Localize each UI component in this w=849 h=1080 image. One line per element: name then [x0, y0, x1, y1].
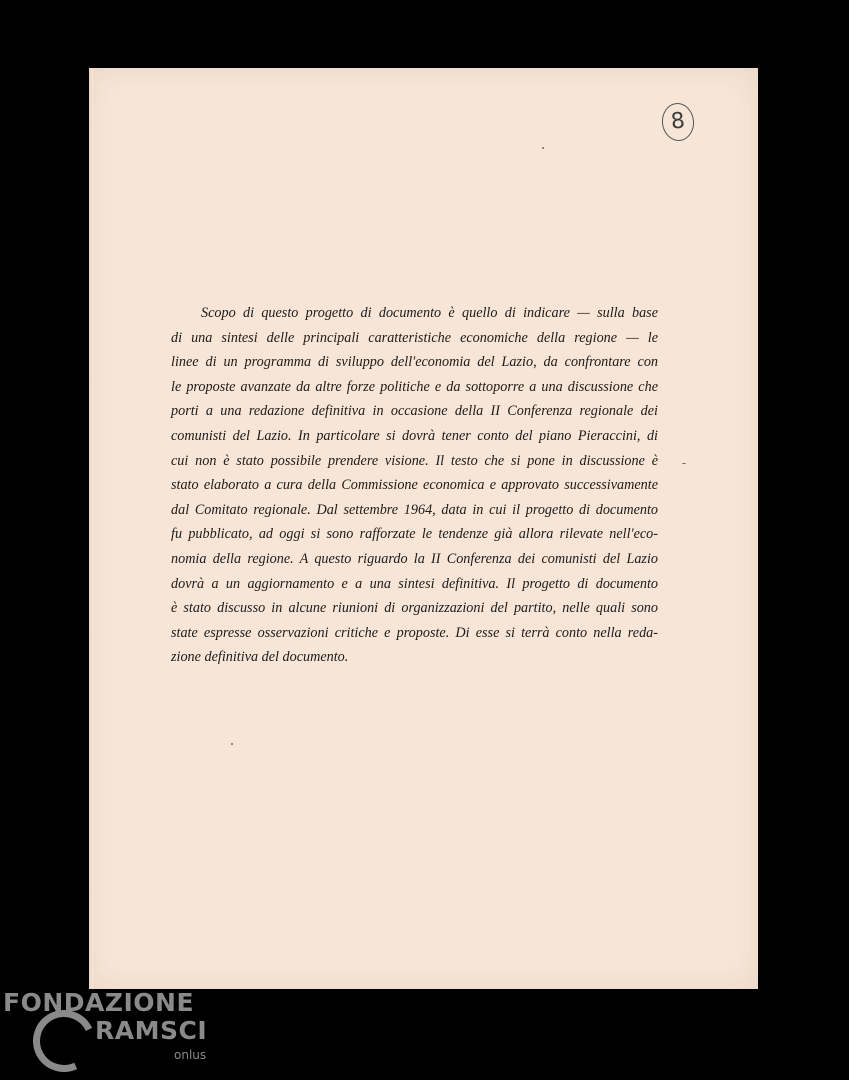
paragraph-line: nomia della regione. A questo riguardo la II Conferenza dei comunisti del Lazio: [171, 550, 658, 567]
paragraph-line: comunisti del Lazio. In particolare si dovrà tener conto del piano Pieraccini, di: [171, 427, 658, 444]
handwritten-page-number: 8: [660, 101, 696, 142]
paragraph-line: è stato discusso in alcune riunioni di organizzazioni del partito, nelle quali sono: [171, 600, 658, 617]
paper-speck: [231, 743, 233, 745]
paragraph-line: dovrà a un aggiornamento e a una sintesi definitiva. Il progetto di documento: [171, 575, 658, 592]
watermark-line2: RAMSCI: [95, 1016, 208, 1045]
body-paragraph: [171, 301, 658, 670]
paragraph-line: fu pubblicato, ad oggi si sono rafforzate le tendenze già allora rilevate nell'eco-: [171, 526, 658, 543]
watermark-line3: onlus: [174, 1048, 207, 1062]
paragraph-line: stato elaborato a cura della Commissione economica e approvato successivamente: [171, 477, 658, 494]
paragraph-line: porti a una redazione definitiva in occasione della II Conferenza regionale dei: [171, 403, 658, 420]
fondazione-gramsci-watermark: [3, 988, 213, 1078]
paragraph-line: linee di un programma di sviluppo dell'economia del Lazio, da confrontare con: [171, 354, 658, 371]
paragraph-line: cui non è stato possibile prendere visione. Il testo che si pone in discussione è: [171, 452, 658, 469]
paragraph-line: state espresse osservazioni critiche e proposte. Di esse si terrà conto nella reda-: [171, 624, 658, 641]
watermark-line1: FONDAZIONE: [3, 988, 195, 1017]
paragraph-line: dal Comitato regionale. Dal settembre 1964, data in cui il progetto di documento: [171, 501, 658, 518]
paragraph-line: Scopo di questo progetto di documento è quello di indicare — sulla base: [201, 305, 658, 321]
paragraph-line: le proposte avanzate da altre forze politiche e da sottoporre a una discussione che: [171, 378, 658, 395]
paragraph-line: zione definitiva del documento.: [171, 649, 349, 666]
paper-speck: [542, 147, 544, 149]
page-edge: [89, 68, 93, 989]
paragraph-line: di una sintesi delle principali caratteristiche economiche della regione — le: [171, 329, 658, 346]
paper-speck: [682, 463, 686, 464]
document-page: [89, 68, 758, 989]
